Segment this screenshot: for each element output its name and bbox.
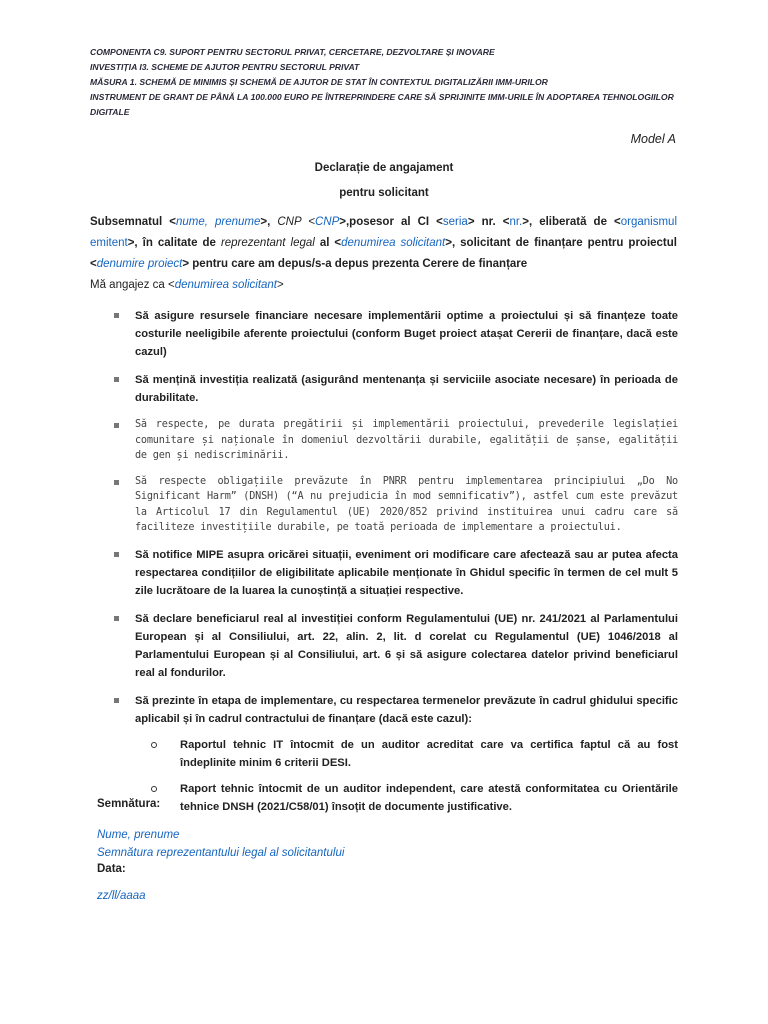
intro-role: reprezentant legal: [220, 237, 315, 249]
commitment-item: [112, 307, 678, 361]
signature-label: Semnătura:: [97, 798, 161, 810]
header-measure: MĂSURA 1. SCHEMĂ DE MINIMIS ȘI SCHEMĂ DE AJUTOR DE STAT ÎN CONTEXTUL DIGITALIZĂRII IMM-URILOR: [90, 77, 548, 87]
intro-text: >, în calitate de: [127, 237, 221, 249]
commitment-item-text: Să respecte obligațiile prevăzute în PNRR pentru implementarea principiului „Do No Significant Harm” (DNSH) (“A nu prejudicia în mod semnificativ”), astfel cum este prevăzut la Articolul 17 din Regulamentul (UE) 2020/852 privind instituirea unui cadru care să faciliteze investițiile durabile, pe toată perioada de implementare a proiectului.: [135, 475, 678, 533]
intro-text: > nr. <: [467, 216, 510, 228]
bullet-circle-icon: [151, 742, 157, 748]
bullet-square-icon: [114, 377, 119, 382]
placeholder-applicant: denumirea solicitant: [341, 237, 446, 249]
commitment-item-text: Să mențină investiția realizată (asigurând mentenanța și serviciile asociate necesare) în perioada de durabilitate.: [135, 374, 678, 404]
commitment-item: [112, 474, 678, 536]
intro-text: >,: [260, 216, 278, 228]
commitment-item: [112, 610, 678, 682]
date-label: Data:: [97, 863, 126, 875]
placeholder-name: nume, prenume: [175, 216, 261, 228]
commitment-item: [112, 371, 678, 407]
report-item: [147, 736, 678, 772]
commitment-text: >: [277, 279, 284, 291]
placeholder-series: seria: [442, 216, 468, 228]
commitment-item-text: Să notifice MIPE asupra oricărei situații, eveniment ori modificare care afectează sau ar putea afecta respectarea condițiilor de eligibilitate aplicabile menționate în Ghidul specific în termen de cel mult 5 zile lucrătoare de la luarea la cunoștință a situației respective.: [135, 548, 678, 597]
bullet-square-icon: [114, 698, 119, 703]
intro-paragraph: [90, 212, 677, 275]
intro-text: >,posesor al CI <: [339, 216, 443, 228]
intro-text: Subsemnatul <: [90, 216, 176, 228]
intro-text: >, eliberată de <: [522, 216, 621, 228]
intro-text: al <: [314, 237, 342, 249]
commitment-intro: [90, 279, 284, 291]
commitment-item: [112, 546, 678, 600]
commitment-item: [112, 692, 678, 816]
signature-block: [97, 826, 344, 862]
document-subtitle: pentru solicitant: [339, 187, 429, 199]
bullet-square-icon: [114, 616, 119, 621]
bullet-square-icon: [114, 313, 119, 318]
placeholder-number: nr.: [509, 216, 523, 228]
commitment-item-text: Să declare beneficiarul real al investiției conform Regulamentului (UE) nr. 241/2021 al Parlamentului European și al Consiliului, art. 22, alin. 2, lit. d corelat cu Regulamentul (UE) 1046/2018 al Parlamentului European și al Consiliului, art. 6 și să asigure colectarea datelor privind beneficiarul real al fondurilor.: [135, 612, 678, 679]
commitment-item-text: Să respecte, pe durata pregătirii și implementării proiectului, prevederile legislației comunitare și naționale în domeniul dezvoltării durabile, egalității de șanse, egalității de gen și nediscriminării.: [135, 419, 678, 461]
intro-text: CNP <: [277, 216, 315, 228]
header-instrument: INSTRUMENT DE GRANT DE PÂNĂ LA 100.000 EURO PE ÎNTREPRINDERE CARE SĂ SPRIJINITE IMM-URILE ÎN ADOPTAREA TEHNOLOGIILOR DIGITALE: [90, 92, 674, 117]
placeholder-issuer: organismul emitent: [90, 216, 677, 249]
bullet-circle-icon: [151, 786, 157, 792]
model-label: Model A: [630, 132, 676, 146]
document-header: [90, 45, 690, 120]
header-component: COMPONENTA C9. SUPORT PENTRU SECTORUL PRIVAT, CERCETARE, DEZVOLTARE ȘI INOVARE: [90, 47, 495, 57]
commitment-item-text: Să asigure resursele financiare necesare implementării optime a proiectului și să finanțeze toate costurile neeligibile aferente proiectului (conform Buget proiect atașat Cererii de finanțare, dacă este cazul): [135, 310, 678, 358]
report-item-text: Raport tehnic întocmit de un auditor independent, care atestă conformitatea cu Orientările tehnice DNSH (2021/C58/01) însoțit de documente justificative.: [180, 782, 678, 813]
placeholder-project: denumire proiect: [96, 258, 183, 270]
commitment-item-text: Să prezinte în etapa de implementare, cu respectarea termenelor prevăzute în cadrul ghidului specific aplicabil și în cadrul contractului de finanțare (dacă este cazul):: [135, 694, 678, 725]
bullet-square-icon: [114, 423, 119, 428]
intro-text: > pentru care am depus/s-a depus prezenta Cerere de finanțare: [182, 258, 528, 270]
intro-text: >, solicitant de finanțare pentru proiectul <: [90, 237, 677, 270]
commitment-list: [112, 307, 678, 826]
date-placeholder: zz/ll/aaaa: [97, 890, 146, 902]
header-investment: INVESTIȚIA I3. SCHEME DE AJUTOR PENTRU SECTORUL PRIVAT: [90, 62, 360, 72]
signatory-role-placeholder: Semnătura reprezentantului legal al solicitantului: [97, 847, 345, 859]
document-title: Declarație de angajament: [314, 162, 454, 174]
signatory-name-placeholder: Nume, prenume: [97, 829, 180, 841]
report-item: [147, 780, 678, 816]
commitment-item: [112, 417, 678, 464]
report-list: [147, 736, 678, 816]
bullet-square-icon: [114, 480, 119, 485]
placeholder-applicant: denumirea solicitant: [174, 279, 277, 291]
bullet-square-icon: [114, 552, 119, 557]
commitment-text: Mă angajez ca <: [90, 279, 175, 291]
placeholder-cnp: CNP: [314, 216, 340, 228]
report-item-text: Raportul tehnic IT întocmit de un auditor acreditat care va certifica faptul că au fost îndeplinite minim 6 criterii DESI.: [180, 738, 678, 769]
